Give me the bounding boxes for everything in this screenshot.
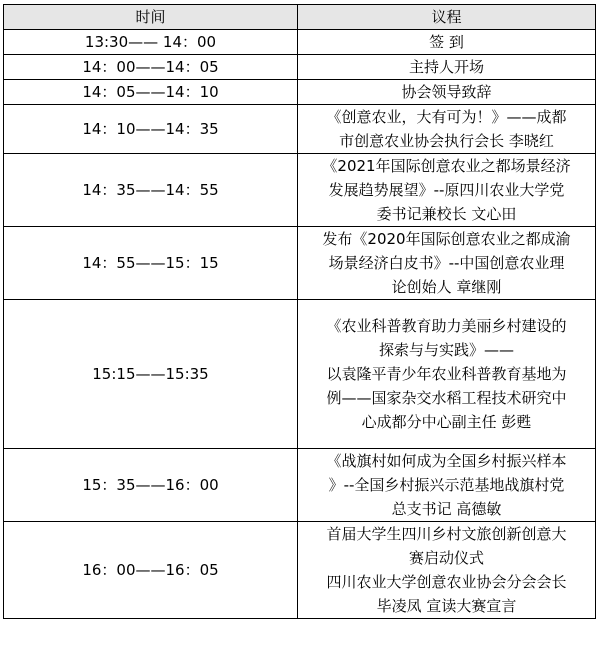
table-row [4,80,596,105]
time-cell: 16：00——16：05 [4,522,298,619]
agenda-cell [298,227,596,300]
table-row [4,154,596,227]
time-cell: 15:15——15:35 [4,300,298,449]
agenda-line: 探索与与实践》—— [378,341,514,359]
agenda-line: 《2021年国际创意农业之都场景经济 [322,157,571,175]
agenda-line: 签 到 [429,33,464,51]
time-cell: 14：00——14：05 [4,55,298,80]
table-row [4,227,596,300]
time-cell: 14：55——15：15 [4,227,298,300]
table-row [4,30,596,55]
agenda-line: 主持人开场 [408,58,484,76]
table-row [4,522,596,619]
table-row [4,300,596,449]
time-cell: 14：05——14：10 [4,80,298,105]
agenda-cell [298,522,596,619]
agenda-line: 《战旗村如何成为全国乡村振兴样本 [326,452,567,470]
agenda-line: 发展趋势展望》--原四川农业大学党 [328,181,565,199]
agenda-table [3,4,596,619]
agenda-cell [298,300,596,449]
agenda-line: 首届大学生四川乡村文旅创新创意大 [326,525,567,543]
header-row [4,5,596,30]
table-row [4,105,596,154]
time-cell: 13:30—— 14：00 [4,30,298,55]
time-cell: 14：10——14：35 [4,105,298,154]
agenda-line: 以袁隆平青少年农业科普教育基地为 [326,365,567,383]
agenda-line: 赛启动仪式 [408,549,484,567]
agenda-cell [298,30,596,55]
agenda-line: 协会领导致辞 [401,83,492,101]
agenda-line: 心成都分中心副主任 彭甦 [361,413,532,431]
table-row [4,449,596,522]
agenda-cell [298,449,596,522]
agenda-line: 《农业科普教育助力美丽乡村建设的 [326,317,567,335]
agenda-line: 例——国家杂交水稻工程技术研究中 [326,389,567,407]
agenda-cell [298,105,596,154]
agenda-line: 发布《2020年国际创意农业之都成渝 [322,230,571,248]
header-agenda: 议程 [298,5,596,30]
agenda-cell [298,55,596,80]
agenda-line: 论创始人 章继刚 [391,278,502,296]
agenda-line: 委书记兼校长 文心田 [376,205,517,223]
agenda-line: 四川农业大学创意农业协会分会会长 [326,573,567,591]
agenda-line: 总支书记 高德敏 [391,500,502,518]
agenda-cell [298,80,596,105]
agenda-cell [298,154,596,227]
agenda-line: 场景经济白皮书》--中国创意农业理 [328,254,565,272]
header-time: 时间 [4,5,298,30]
agenda-line: 市创意农业协会执行会长 李晓红 [339,132,554,150]
agenda-line: 毕凌凤 宣读大赛宣言 [376,597,517,615]
agenda-line: 《创意农业，大有可为！》——成都 [326,108,567,126]
time-cell: 14：35——14：55 [4,154,298,227]
table-row [4,55,596,80]
time-cell: 15：35——16：00 [4,449,298,522]
agenda-line: 》--全国乡村振兴示范基地战旗村党 [328,476,565,494]
